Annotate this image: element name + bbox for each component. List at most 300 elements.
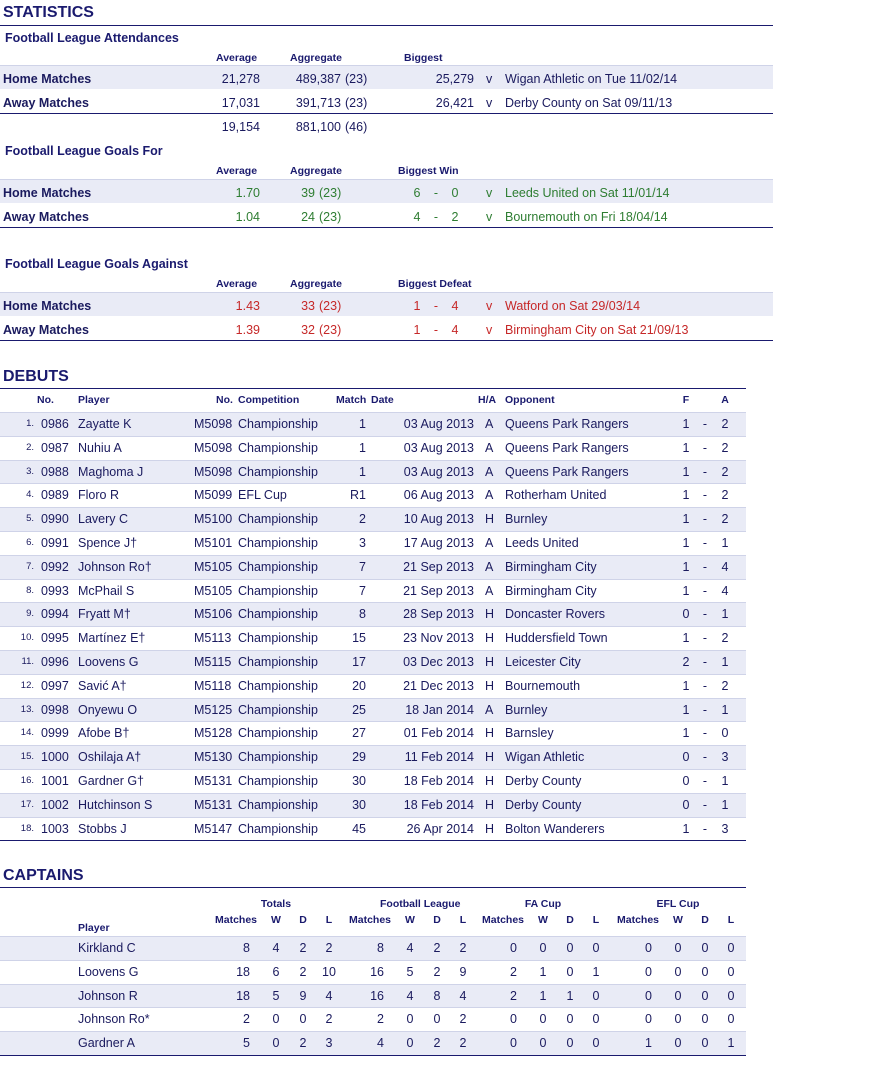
opponent: Bolton Wanderers — [505, 821, 605, 836]
stat-value: 0 — [701, 988, 709, 1003]
row-divider — [0, 721, 746, 722]
aggregate-value: 391,713 — [295, 96, 341, 110]
match-number: M5098 — [194, 440, 233, 455]
goals-against: 3 — [721, 750, 729, 765]
biggest-value: 26,421 — [435, 96, 474, 110]
goals-for: 0 — [682, 774, 690, 788]
captain-name: Loovens G — [78, 964, 139, 979]
row-divider — [0, 579, 746, 580]
match-round: 1 — [359, 440, 366, 455]
row-label: Home Matches — [3, 299, 92, 313]
stat-value: 0 — [539, 1012, 547, 1027]
matches-value: 16 — [370, 988, 384, 1003]
stat-value: 0 — [539, 941, 547, 955]
home-away: H — [485, 726, 495, 741]
captains-top-rule — [0, 887, 746, 888]
match-number: M5131 — [194, 774, 233, 788]
biggest-value: 25,279 — [435, 72, 474, 86]
score-dash: - — [433, 299, 439, 313]
player-number: 0992 — [41, 559, 69, 574]
goals-against: 1 — [721, 607, 729, 622]
sub-header: Matches — [616, 914, 659, 926]
goals-against: 1 — [721, 774, 729, 788]
sub-header: D — [433, 914, 441, 926]
home-away: H — [485, 631, 495, 646]
match-round: 45 — [352, 821, 366, 836]
score-dash: - — [702, 583, 708, 598]
player-name: Nuhiu A — [78, 440, 122, 455]
sub-header: L — [325, 914, 333, 926]
goals-for: 1 — [682, 631, 690, 646]
match-number: M5115 — [194, 655, 232, 669]
competition: Championship — [238, 726, 318, 741]
match-round: 2 — [359, 512, 366, 527]
stat-value: 0 — [674, 1036, 682, 1051]
match-date: 21 Sep 2013 — [403, 583, 474, 598]
competition: Championship — [238, 821, 318, 836]
score-against: 4 — [451, 323, 459, 337]
player-name: Gardner G† — [78, 774, 145, 788]
row-index: 8. — [26, 584, 34, 596]
home-away: H — [485, 655, 495, 669]
games-count: (23) — [345, 72, 368, 86]
stat-value: 0 — [701, 1012, 709, 1027]
row-divider — [0, 793, 746, 794]
row-divider — [0, 960, 746, 961]
versus: v — [486, 72, 493, 86]
match-round: 1 — [359, 417, 366, 431]
score-for: 4 — [413, 210, 421, 224]
stat-value: 0 — [272, 1012, 280, 1027]
sub-header: L — [592, 914, 600, 926]
stat-value: 2 — [433, 941, 441, 955]
statistics-rule — [0, 25, 773, 26]
player-name: Maghoma J — [78, 464, 144, 479]
matches-value: 16 — [370, 964, 384, 979]
home-away: A — [485, 417, 494, 431]
matches-value: 4 — [377, 1036, 384, 1051]
stat-value: 0 — [701, 941, 709, 955]
player-number: 0995 — [41, 631, 69, 646]
col-opponent: Opponent — [505, 394, 555, 406]
opponent: Leeds United — [505, 536, 579, 550]
match-number: M5118 — [194, 678, 232, 693]
row-label: Home Matches — [3, 72, 92, 86]
captains-bottom-rule — [0, 1055, 746, 1056]
matches-value: 5 — [243, 1036, 250, 1051]
row-label: Home Matches — [3, 186, 92, 200]
row-index: 12. — [20, 679, 34, 691]
competition: Championship — [238, 750, 318, 765]
row-index: 15. — [20, 751, 34, 763]
matches-value: 2 — [510, 964, 517, 979]
aggregate-value: 24 — [301, 210, 315, 224]
opponent-text: Birmingham City on Sat 21/09/13 — [505, 323, 689, 337]
player-number: 0986 — [41, 417, 69, 431]
stat-value: 2 — [299, 964, 307, 979]
sub-header: D — [299, 914, 307, 926]
player-number: 0987 — [41, 440, 69, 455]
match-date: 03 Dec 2013 — [403, 655, 474, 669]
col-average: Average — [216, 165, 258, 177]
goals-against: 4 — [721, 583, 729, 598]
score-dash: - — [433, 186, 439, 200]
average-value: 1.70 — [235, 186, 260, 200]
row-divider — [0, 1031, 746, 1032]
aggregate-value: 33 — [301, 299, 315, 313]
matches-value: 8 — [243, 941, 250, 955]
player-name: Spence J† — [78, 536, 138, 550]
competition: Championship — [238, 536, 318, 550]
opponent: Derby County — [505, 797, 582, 812]
stat-value: 0 — [592, 941, 600, 955]
player-name: Stobbs J — [78, 821, 127, 836]
player-name: Fryatt M† — [78, 607, 131, 622]
col-match: Match — [336, 394, 367, 406]
goals-for: 1 — [682, 512, 690, 527]
player-number: 0997 — [41, 678, 69, 693]
versus: v — [486, 210, 493, 224]
match-number: M5128 — [194, 726, 233, 741]
player-number: 1002 — [41, 797, 69, 812]
stat-value: 0 — [727, 964, 735, 979]
debuts-heading: DEBUTS — [3, 368, 69, 385]
stat-value: 0 — [566, 964, 574, 979]
debuts-bottom-rule — [0, 840, 746, 841]
goals-against: 2 — [721, 631, 729, 646]
goals-for: 1 — [682, 417, 690, 431]
row-divider — [0, 412, 746, 413]
player-name: Johnson Ro† — [78, 559, 152, 574]
stat-value: 5 — [406, 964, 414, 979]
matches-value: 0 — [510, 1012, 517, 1027]
player-number: 0999 — [41, 726, 69, 741]
player-number: 0989 — [41, 488, 69, 503]
group-header: EFL Cup — [656, 898, 700, 910]
home-away: H — [485, 797, 495, 812]
row-divider — [0, 65, 773, 66]
row-divider — [0, 483, 746, 484]
player-name: Savić A† — [78, 678, 127, 693]
matches-value: 8 — [377, 941, 384, 955]
home-away: A — [485, 464, 494, 479]
row-divider — [0, 626, 746, 627]
goals-for: 0 — [682, 750, 690, 765]
row-divider — [0, 769, 746, 770]
match-date: 21 Dec 2013 — [403, 678, 474, 693]
match-date: 10 Aug 2013 — [403, 512, 474, 527]
captain-name: Johnson Ro* — [78, 1012, 150, 1027]
competition: Championship — [238, 512, 318, 527]
score-dash: - — [702, 440, 708, 455]
games-count: (23) — [345, 96, 368, 110]
match-round: 3 — [359, 536, 366, 550]
row-index: 3. — [26, 465, 34, 477]
match-date: 18 Feb 2014 — [403, 774, 474, 788]
stat-value: 2 — [299, 1036, 307, 1051]
row-index: 1. — [26, 418, 34, 429]
stat-value: 0 — [701, 964, 709, 979]
col-ha: H/A — [478, 394, 497, 406]
stat-value: 0 — [727, 988, 735, 1003]
stat-value: 0 — [701, 1036, 709, 1051]
score-dash: - — [702, 631, 708, 646]
match-number: M5099 — [194, 488, 233, 503]
goals-for: 1 — [682, 440, 690, 455]
opponent: Doncaster Rovers — [505, 607, 606, 622]
sub-header: Matches — [214, 914, 257, 926]
match-date: 26 Apr 2014 — [406, 821, 474, 836]
score-dash: - — [702, 464, 708, 479]
stat-value: 0 — [727, 1012, 735, 1027]
match-date: 06 Aug 2013 — [403, 488, 474, 503]
aggregate-value: 489,387 — [295, 72, 341, 86]
stat-value: 4 — [406, 941, 414, 955]
group-header: Football League — [380, 898, 461, 910]
stat-value: 4 — [406, 988, 414, 1003]
opponent: Birmingham City — [505, 559, 597, 574]
col-no: No. — [37, 394, 54, 406]
stat-value: 5 — [272, 988, 280, 1003]
score-against: 2 — [451, 210, 459, 224]
stat-value: 2 — [325, 941, 333, 955]
opponent: Huddersfield Town — [505, 631, 608, 646]
statistics-heading: STATISTICS — [3, 4, 94, 21]
home-away: A — [485, 440, 494, 455]
score-dash: - — [702, 512, 708, 527]
row-divider — [0, 936, 746, 937]
debuts-top-rule — [0, 388, 746, 389]
goals-for: 1 — [682, 702, 690, 717]
match-round: 7 — [359, 583, 366, 598]
score-dash: - — [702, 702, 708, 717]
match-date: 03 Aug 2013 — [403, 464, 474, 479]
row-index: 10. — [20, 632, 34, 644]
matches-value: 2 — [510, 988, 517, 1003]
score-dash: - — [702, 726, 708, 741]
competition: EFL Cup — [238, 488, 287, 503]
home-away: H — [485, 774, 495, 788]
col-f: F — [682, 394, 690, 406]
match-date: 28 Sep 2013 — [403, 607, 474, 622]
goals-for: 0 — [682, 607, 690, 622]
match-round: 27 — [352, 726, 366, 741]
goals-against: 1 — [721, 536, 729, 550]
opponent: Leicester City — [505, 655, 581, 669]
total-aggregate: 881,100 — [295, 120, 341, 134]
match-number: M5101 — [194, 536, 233, 550]
match-round: 30 — [352, 774, 366, 788]
stat-value: 0 — [433, 1012, 441, 1027]
goals-against: 1 — [721, 797, 729, 812]
stat-value: 0 — [406, 1036, 414, 1051]
matches-value: 0 — [510, 941, 517, 955]
col-average: Average — [216, 278, 258, 290]
row-index: 2. — [26, 441, 34, 453]
aggregate-value: 39 — [301, 186, 315, 200]
home-away: A — [485, 702, 494, 717]
matches-value: 1 — [645, 1036, 652, 1051]
stat-value: 9 — [299, 988, 307, 1003]
sub-header: W — [271, 914, 281, 926]
sub-header: W — [538, 914, 548, 926]
row-divider — [0, 1007, 746, 1008]
row-label: Away Matches — [3, 323, 89, 337]
competition: Championship — [238, 607, 318, 622]
competition: Championship — [238, 583, 318, 598]
versus: v — [486, 323, 493, 337]
match-number: M5098 — [194, 417, 233, 431]
stat-value: 1 — [592, 964, 600, 979]
row-divider — [0, 674, 746, 675]
row-divider — [0, 984, 746, 985]
match-number: M5098 — [194, 464, 233, 479]
stat-value: 0 — [566, 941, 574, 955]
score-against: 0 — [451, 186, 459, 200]
sub-header: W — [673, 914, 683, 926]
player-number: 0993 — [41, 583, 69, 598]
total-games: (46) — [345, 120, 368, 134]
player-number: 0990 — [41, 512, 69, 527]
competition: Championship — [238, 559, 318, 574]
col-average: Average — [216, 52, 258, 64]
goals-against: 2 — [721, 440, 729, 455]
sub-header: D — [566, 914, 574, 926]
match-date: 11 Feb 2014 — [404, 750, 474, 765]
goals_against-title: Football League Goals Against — [5, 257, 188, 271]
home-away: H — [485, 821, 495, 836]
opponent: Derby County — [505, 774, 582, 788]
goals_against-bottom-rule — [0, 340, 773, 341]
opponent-text: Bournemouth on Fri 18/04/14 — [505, 210, 668, 224]
match-round: 7 — [359, 559, 366, 574]
home-away: H — [485, 607, 495, 622]
sub-header: L — [459, 914, 467, 926]
home-away: H — [485, 512, 495, 527]
col-biggest: Biggest Defeat — [398, 278, 472, 290]
stat-value: 4 — [459, 988, 467, 1003]
opponent-text: Derby County on Sat 09/11/13 — [505, 96, 673, 110]
match-date: 01 Feb 2014 — [403, 726, 474, 741]
stat-value: 6 — [272, 964, 280, 979]
goals-against: 2 — [721, 512, 729, 527]
matches-value: 0 — [645, 964, 652, 979]
player-name: Lavery C — [78, 512, 129, 527]
goals-against: 2 — [721, 417, 729, 431]
player-name: Afobe B† — [78, 726, 130, 741]
match-date: 18 Feb 2014 — [403, 797, 474, 812]
player-name: Onyewu O — [78, 702, 138, 717]
home-away: H — [485, 678, 495, 693]
player-name: Oshilaja A† — [78, 750, 142, 765]
match-date: 03 Aug 2013 — [403, 417, 474, 431]
row-index: 13. — [20, 703, 34, 715]
sub-header: L — [727, 914, 735, 926]
goals-for: 2 — [682, 655, 690, 669]
stat-value: 1 — [566, 988, 574, 1003]
row-index: 9. — [26, 608, 34, 620]
row-index: 17. — [20, 798, 34, 810]
goals-for: 1 — [682, 536, 690, 550]
score-dash: - — [702, 417, 708, 431]
score-dash: - — [702, 797, 708, 812]
match-date: 03 Aug 2013 — [403, 440, 474, 455]
average-value: 1.04 — [235, 210, 260, 224]
row-index: 18. — [20, 822, 34, 834]
stat-value: 0 — [566, 1012, 574, 1027]
player-number: 0991 — [41, 536, 69, 550]
home-away: A — [485, 583, 494, 598]
match-number: M5130 — [194, 750, 233, 765]
stat-value: 4 — [272, 941, 280, 955]
stat-value: 0 — [592, 988, 600, 1003]
score-dash: - — [702, 607, 708, 622]
stat-value: 1 — [539, 988, 547, 1003]
opponent-text: Leeds United on Sat 11/01/14 — [505, 186, 670, 200]
goals-for: 1 — [682, 821, 690, 836]
captain-name: Gardner A — [78, 1036, 135, 1051]
score-for: 6 — [413, 186, 421, 200]
stat-value: 0 — [674, 941, 682, 955]
row-index: 11. — [21, 656, 34, 667]
goals_for-title: Football League Goals For — [5, 144, 163, 158]
versus: v — [486, 299, 493, 313]
score-for: 1 — [413, 323, 421, 337]
score-dash: - — [702, 750, 708, 765]
match-round: 20 — [352, 678, 366, 693]
player-number: 0994 — [41, 607, 69, 622]
row-index: 16. — [20, 775, 34, 786]
player-name: Hutchinson S — [78, 797, 153, 812]
player-number: 1000 — [41, 750, 69, 765]
opponent-text: Watford on Sat 29/03/14 — [505, 299, 641, 313]
stat-value: 0 — [539, 1036, 547, 1051]
match-round: 1 — [359, 464, 366, 479]
stat-value: 4 — [325, 988, 333, 1003]
match-number: M5147 — [194, 821, 233, 836]
matches-value: 18 — [236, 988, 250, 1003]
competition: Championship — [238, 631, 318, 646]
average-value: 1.43 — [235, 299, 260, 313]
attendances-title: Football League Attendances — [5, 31, 179, 45]
col-player: Player — [78, 394, 110, 406]
row-divider — [0, 698, 746, 699]
match-round: 8 — [359, 607, 366, 622]
games-count: (23) — [319, 299, 342, 313]
player-name: Floro R — [78, 488, 119, 503]
stat-value: 2 — [459, 1036, 467, 1051]
matches-value: 2 — [243, 1012, 250, 1027]
opponent: Burnley — [505, 702, 548, 717]
competition: Championship — [238, 797, 318, 812]
versus: v — [486, 186, 493, 200]
score-dash: - — [433, 323, 439, 337]
sub-header: Matches — [348, 914, 391, 926]
score-dash: - — [702, 536, 708, 550]
player-number: 1001 — [41, 774, 69, 788]
score-dash: - — [702, 678, 708, 693]
competition: Championship — [238, 417, 318, 431]
matches-value: 0 — [645, 941, 652, 955]
competition: Championship — [238, 655, 318, 669]
goals-against: 0 — [721, 726, 729, 741]
player-name: Loovens G — [78, 655, 139, 669]
stat-value: 8 — [433, 988, 441, 1003]
match-round: 15 — [352, 631, 366, 646]
score-dash: - — [702, 655, 708, 669]
average-value: 1.39 — [235, 323, 260, 337]
player-number: 0998 — [41, 702, 69, 717]
